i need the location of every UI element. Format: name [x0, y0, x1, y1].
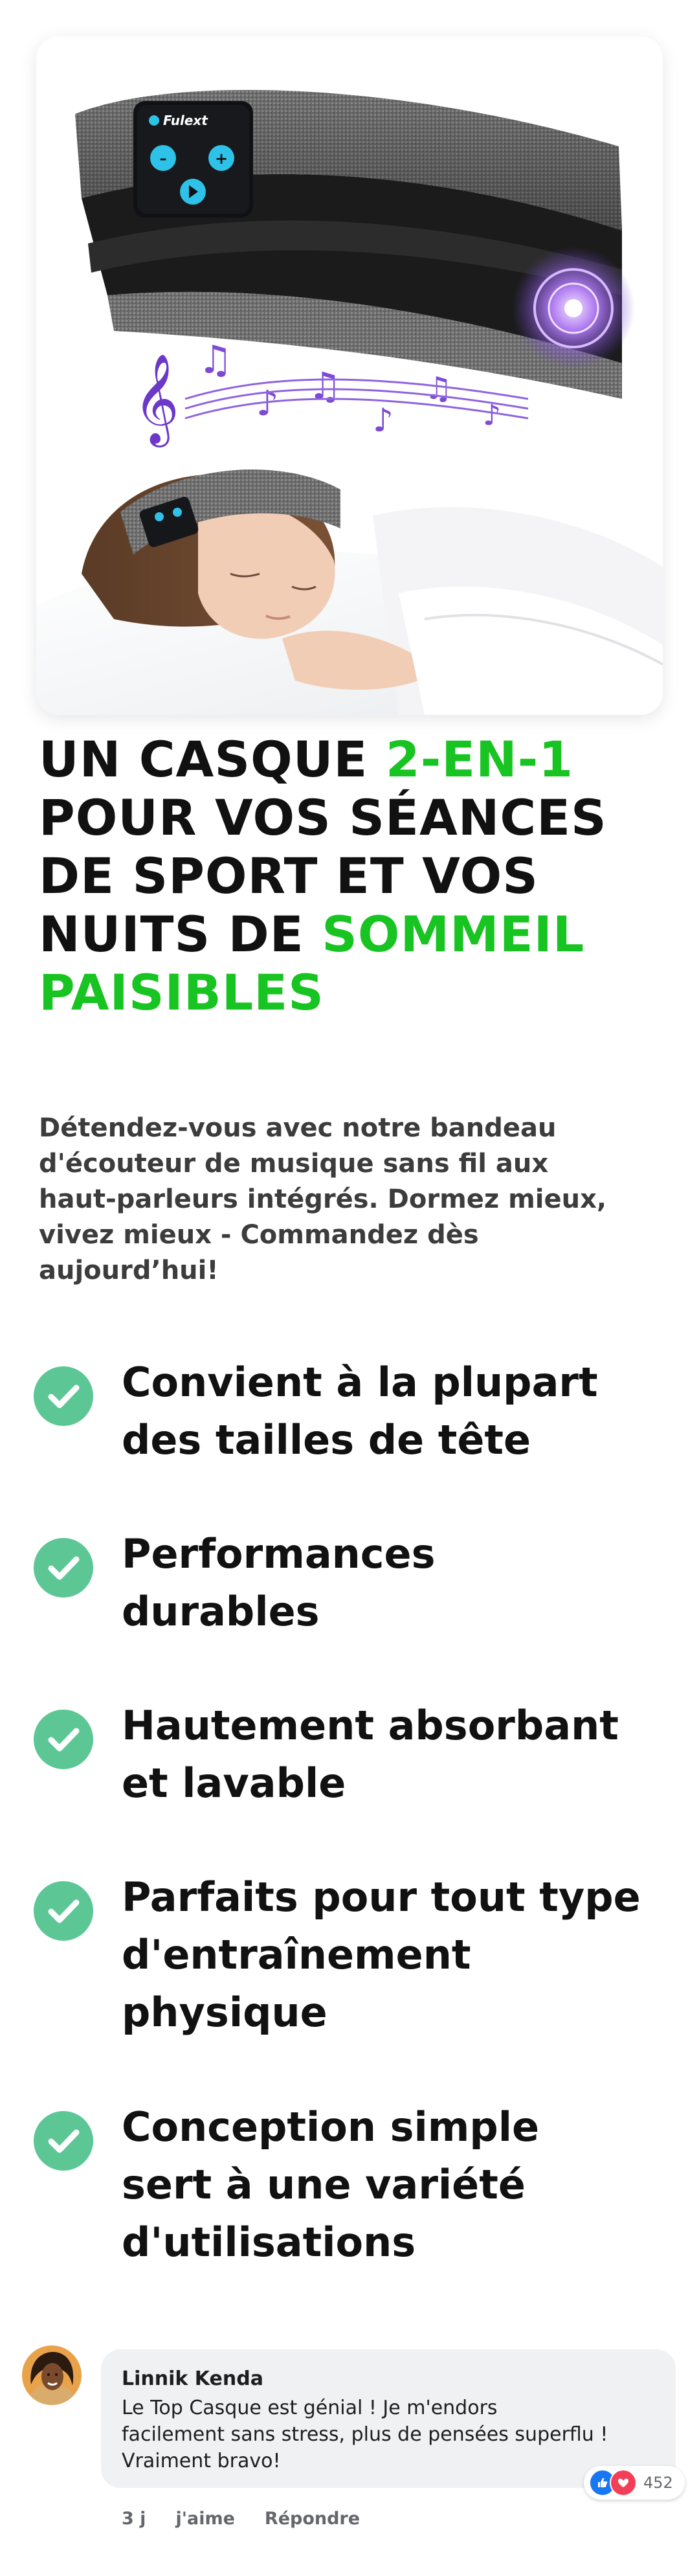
headline-line-5: PAISIBLES [39, 964, 324, 1021]
comment-time[interactable]: 3 j [122, 2509, 146, 2529]
svg-text:♫: ♫ [308, 364, 342, 408]
headband-image [75, 90, 635, 447]
headline-text: UN CASQUE [39, 730, 386, 788]
svg-text:♫: ♫ [425, 370, 453, 407]
check-icon [34, 1366, 93, 1426]
product-image [36, 36, 663, 715]
comment-line: facilement sans stress, plus de pensées superflu ! [122, 2423, 608, 2446]
svg-text:♪: ♪ [373, 401, 394, 439]
feature-line: Parfaits pour tout type [122, 1873, 641, 1921]
feature-line: des tailles de tête [122, 1416, 531, 1463]
reaction-count: 452 [643, 2474, 673, 2492]
feature-line: Hautement absorbant [122, 1702, 619, 1749]
feature-line: d'utilisations [122, 2219, 416, 2266]
headline [39, 730, 673, 1022]
brand-text: Fulext [163, 113, 208, 128]
comment-author[interactable]: Linnik Kenda [122, 2367, 263, 2390]
feature-text [122, 1525, 678, 1640]
reply-button[interactable]: Répondre [264, 2509, 361, 2529]
description-line: aujourd’hui! [39, 1256, 219, 1285]
headline-line-4 [39, 905, 673, 964]
reaction-summary[interactable] [584, 2466, 685, 2500]
svg-text:+: + [214, 150, 228, 168]
headline-text: NUITS DE [39, 905, 322, 963]
feature-line: Convient à la plupart [122, 1359, 598, 1406]
description-line: Détendez-vous avec notre bandeau [39, 1113, 557, 1143]
svg-text:♪: ♪ [256, 383, 279, 424]
description-line: d'écouteur de musique sans fil aux [39, 1149, 549, 1179]
sleeping-woman-image [36, 469, 663, 715]
comment-line: Le Top Casque est génial ! Je m'endors [122, 2397, 498, 2419]
like-button[interactable]: j'aime [175, 2509, 235, 2529]
feature-text [122, 1353, 678, 1469]
feature-line: et lavable [122, 1759, 346, 1807]
avatar[interactable] [22, 2345, 82, 2405]
check-icon [34, 2111, 93, 2171]
feature-line: d'entraînement [122, 1931, 471, 1978]
headline-highlight: SOMMEIL [322, 905, 585, 963]
svg-text:♪: ♪ [483, 399, 502, 432]
feature-line: durables [122, 1588, 320, 1635]
feature-line: Conception simple [122, 2103, 540, 2151]
feature-text [122, 1697, 678, 1812]
check-icon [34, 1710, 93, 1769]
headline-highlight: 2-EN-1 [385, 730, 574, 788]
headline-line-2: POUR VOS SÉANCES [39, 789, 607, 846]
description [39, 1111, 667, 1289]
facebook-comment [19, 2338, 686, 2545]
love-reaction-icon [610, 2469, 637, 2496]
svg-text:♫: ♫ [198, 337, 233, 383]
comment-line: Vraiment bravo! [122, 2450, 281, 2472]
headline-line-1 [39, 730, 673, 789]
svg-text:𝄞: 𝄞 [133, 354, 179, 444]
feature-line: Performances [122, 1530, 436, 1577]
speaker-icon [512, 247, 635, 370]
feature-text [122, 2098, 678, 2271]
check-icon [34, 1881, 93, 1941]
comment-bubble [101, 2349, 676, 2488]
description-line: haut-parleurs intégrés. Dormez mieux, [39, 1184, 607, 1214]
feature-text [122, 1868, 678, 2041]
feature-line: sert à une variété [122, 2161, 526, 2208]
description-line: vivez mieux - Commandez dès [39, 1220, 479, 1250]
svg-text:–: – [159, 151, 167, 167]
headline-line-3: DE SPORT ET VOS [39, 847, 538, 905]
comment-text [122, 2395, 656, 2474]
feature-line: physique [122, 1989, 327, 2036]
comment-actions [122, 2509, 360, 2529]
check-icon [34, 1538, 93, 1598]
